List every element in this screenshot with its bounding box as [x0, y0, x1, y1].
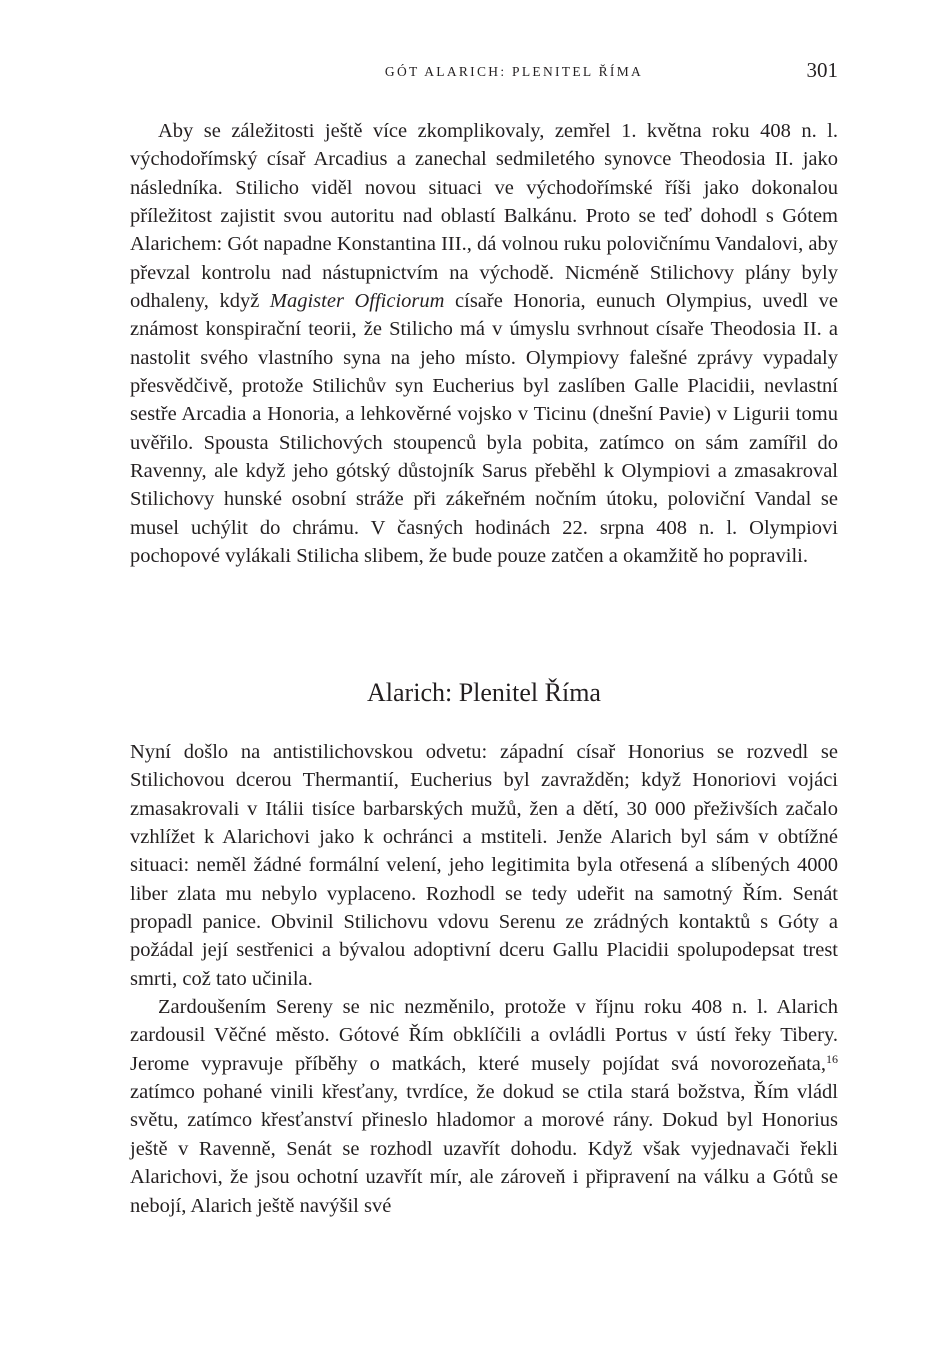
paragraph-3-text-a: Zardoušením Sereny se nic nezměnilo, protože v říjnu roku 408 n. l. Alarich zardousil Věčné město. Gótové Řím obklíčili a ovládli Portus v ústí řeky Tibery. Jerome vypravuje příběhy o matkách, které musely pojídat svá novorozeňata, [130, 996, 838, 1075]
paragraph-1 [130, 117, 838, 571]
paragraph-1-italic: Magister Officiorum [269, 290, 445, 313]
text-block-top [130, 117, 838, 571]
page-number: 301 [806, 58, 838, 82]
text-block-bottom [130, 738, 838, 1220]
paragraph-3-text-b: zatímco pohané vinili křesťany, tvrdíce, že dokud se ctila stará božstva, Řím vládl světu, zatímco křesťanství přineslo hladomor a morové rány. Dokud byl Honorius ještě v Ravenně, Senát se rozhodl uzavřít dohodu. Když však vyjednavači řekli Alarichovi, že jsou ochotní uzavřít mír, ale zároveň i připravení na válku a Gótů se nebojí, Alarich ještě navýšil své [130, 1081, 838, 1217]
running-head [130, 58, 838, 88]
running-title: GÓT ALARICH: PLENITEL ŘÍMA [384, 64, 644, 79]
paragraph-3 [130, 993, 838, 1220]
paragraph-2: Nyní došlo na antistilichovskou odvetu: západní císař Honorius se rozvedl se Stilichovou dcerou Thermantií, Eucherius byl zavražděn; když Honoriovi vojáci zmasakrovali v Itálii tisíce barbarských mužů, žen a dětí, 30 000 přeživších začalo vzhlížet k Alarichovi jako k ochránci a mstiteli. Jenže Alarich byl sám v obtížné situaci: neměl žádné formální velení, jeho legitimita byla otřesená a slíbených 4000 liber zlata mu nebylo vyplaceno. Rozhodl se tedy udeřit na samotný Řím. Senát propadl panice. Obvinil Stilichovu vdovu Serenu ze zrádných kontaktů s Góty a požádal její sestřenici a bývalou adoptivní dceru Gallu Placidii spolupodepsat trest smrti, což tato učinila. [130, 741, 838, 990]
section-heading: Alarich: Plenitel Říma [367, 678, 601, 707]
paragraph-1-text-a: Aby se záležitosti ještě více zkomplikovaly, zemřel 1. května roku 408 n. l. východořímský císař Arcadius a zanechal sedmiletého synovce Theodosia II. jako následníka. Stilicho viděl novou situaci ve východořímské říši jako dokonalou příležitost zajistit svou autoritu nad oblastí Balkánu. Proto se teď dohodl s Gótem Alarichem: Gót napadne Konstantina III., dá volnou ruku polovičnímu Vandalovi, aby převzal kontrolu nad nástupnictvím na východě. Nicméně Stilichovy plány byly odhaleny, když [130, 120, 838, 313]
paragraph-1-text-b: císaře Honoria, eunuch Olympius, uvedl ve známost konspirační teorii, že Stilicho má v úmyslu svrhnout císaře Theodosia II. a nastolit svého vlastního syna na jeho místo. Olympiovy falešné zprávy vypadaly přesvědčivě, protože Stilichův syn Eucherius byl zaslíben Galle Placidii, nevlastní sestře Arcadia a Honoria, a lehkověrné vojsko v Ticinu (dnešní Pavie) v Ligurii tomu uvěřilo. Spousta Stilichových stoupenců byla pobita, zatímco on sám zamířil do Ravenny, ale když jeho gótský důstojník Sarus přeběhl k Olympiovi a zmasakroval Stilichovy hunské osobní stráže při zákeřném nočním útoku, poloviční Vandal se musel uchýlit do chrámu. V časných hodinách 22. srpna 408 n. l. Olympiovi pochopové vylákali Stilicha slibem, že bude pouze zatčen a okamžitě ho popravili. [130, 290, 838, 568]
footnote-ref[interactable]: 16 [826, 1051, 838, 1066]
